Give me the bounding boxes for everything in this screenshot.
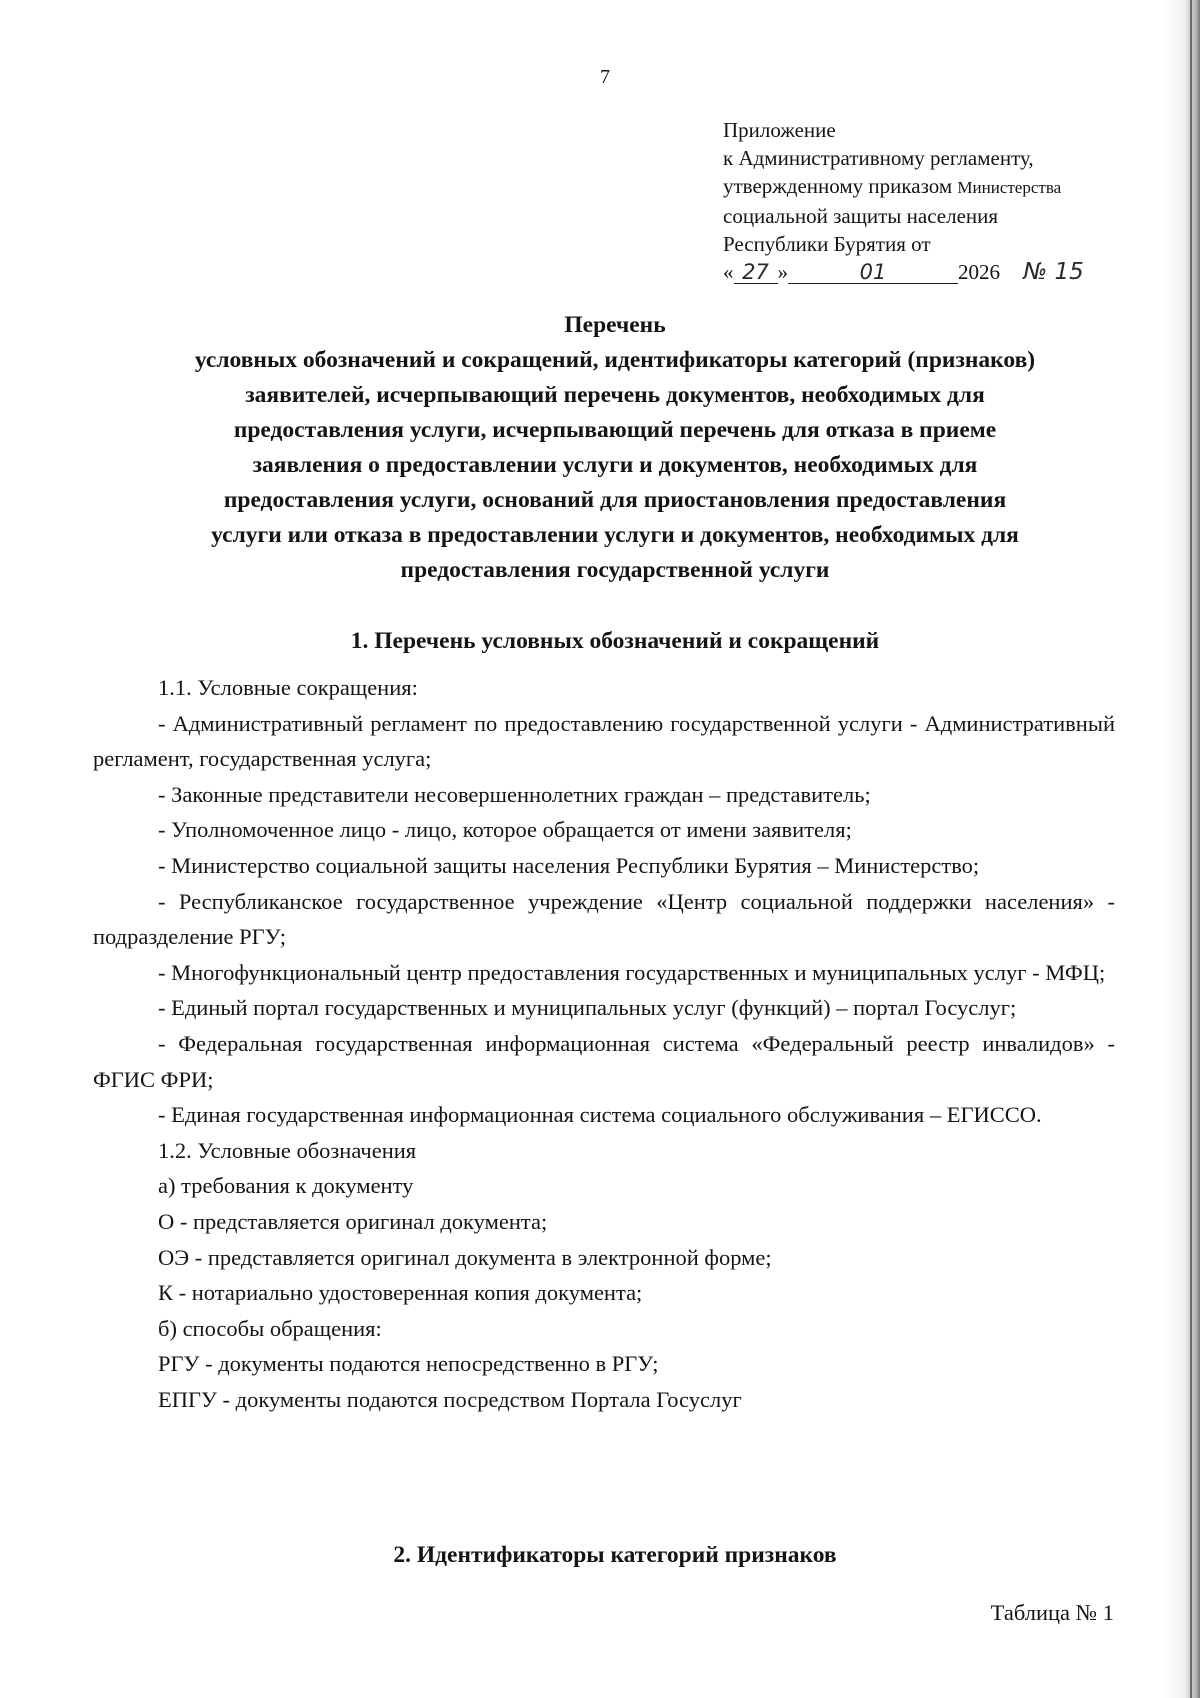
date-open-quote: «: [723, 260, 734, 284]
table-caption: Таблица № 1: [990, 1600, 1114, 1625]
abbreviation-item: - Республиканское государственное учреждение «Центр социальной поддержки населения» - подразделение РГУ;: [93, 888, 1115, 950]
title-line-5: заявления о предоставлении услуги и документов, необходимых для: [252, 452, 978, 478]
title-line-6: предоставления услуги, оснований для приостановления предоставления: [223, 487, 1007, 513]
approval-block: [723, 116, 1084, 286]
date-close-quote: »: [777, 260, 788, 284]
section-2-heading: 2. Идентификаторы категорий признаков: [393, 1542, 837, 1568]
title-line-4: предоставления услуги, исчерпывающий перечень для отказа в приеме: [233, 417, 997, 443]
date-day: 27: [734, 261, 778, 284]
approval-date-line: [723, 258, 1084, 286]
title-line-2: условных обозначений и сокращений, идентификаторы категорий (признаков): [194, 347, 1036, 373]
approval-line-5: Республики Бурятия от: [723, 232, 931, 256]
abbreviation-item: - Федеральная государственная информационная система «Федеральный реестр инвалидов» - ФГИС ФРИ;: [93, 1030, 1115, 1092]
title-line-8: предоставления государственной услуги: [400, 557, 830, 583]
date-month: 01: [788, 261, 958, 284]
paragraph-1-1: 1.1. Условные сокращения:: [158, 675, 418, 700]
abbreviation-item: - Законные представители несовершеннолетних граждан – представитель;: [158, 781, 871, 807]
abbreviation-item: - Многофункциональный центр предоставления государственных и муниципальных услуг - МФЦ;: [158, 959, 1106, 985]
approval-line-1: Приложение: [723, 118, 836, 142]
date-year: 2026: [958, 260, 1000, 284]
designation-item: ОЭ - представляется оригинал документа в электронной форме;: [158, 1244, 772, 1270]
designation-group-a: а) требования к документу: [158, 1173, 414, 1199]
title-line-3: заявителей, исчерпывающий перечень документов, необходимых для: [245, 382, 985, 408]
abbreviation-item: - Министерство социальной защиты населения Республики Бурятия – Министерство;: [158, 852, 980, 878]
abbreviation-item: - Единая государственная информационная система социального обслуживания – ЕГИССО.: [158, 1102, 1042, 1128]
designation-item: РГУ - документы подаются непосредственно в РГУ;: [158, 1351, 659, 1377]
title-line-1: Перечень: [564, 312, 666, 338]
abbreviation-item: - Административный регламент по предоставлению государственной услуги - Административный регламент, государственная услуга;: [93, 710, 1115, 772]
designation-item: ЕПГУ - документы подаются посредством Портала Госуслуг: [158, 1386, 742, 1412]
section-1-body: [93, 670, 1115, 1417]
approval-line-3-text: утвержденному приказом: [723, 174, 953, 198]
page-number: 7: [600, 66, 610, 88]
abbreviation-item: - Уполномоченное лицо - лицо, которое обращается от имени заявителя;: [158, 817, 852, 843]
designation-item: К - нотариально удостоверенная копия документа;: [158, 1280, 643, 1306]
title-line-7: услуги или отказа в предоставлении услуги и документов, необходимых для: [211, 522, 1019, 548]
scan-edge-line: [1190, 0, 1192, 1698]
approval-line-3-ministry: Министерства: [957, 178, 1062, 197]
approval-line-4: социальной защиты населения: [723, 204, 999, 228]
abbreviation-item: - Единый портал государственных и муниципальных услуг (функций) – портал Госуслуг;: [158, 995, 1017, 1021]
document-title: [60, 308, 1170, 588]
approval-line-3: [723, 172, 1084, 202]
designation-item: О - представляется оригинал документа;: [158, 1208, 548, 1234]
approval-line-2: к Административному регламенту,: [723, 146, 1034, 170]
designation-group-b: б) способы обращения:: [158, 1315, 382, 1341]
paragraph-1-2: 1.2. Условные обозначения: [158, 1137, 417, 1163]
order-number: № 15: [1023, 259, 1084, 285]
scan-edge-shadow: [1160, 0, 1200, 1698]
section-1-heading: 1. Перечень условных обозначений и сокращений: [350, 628, 880, 654]
